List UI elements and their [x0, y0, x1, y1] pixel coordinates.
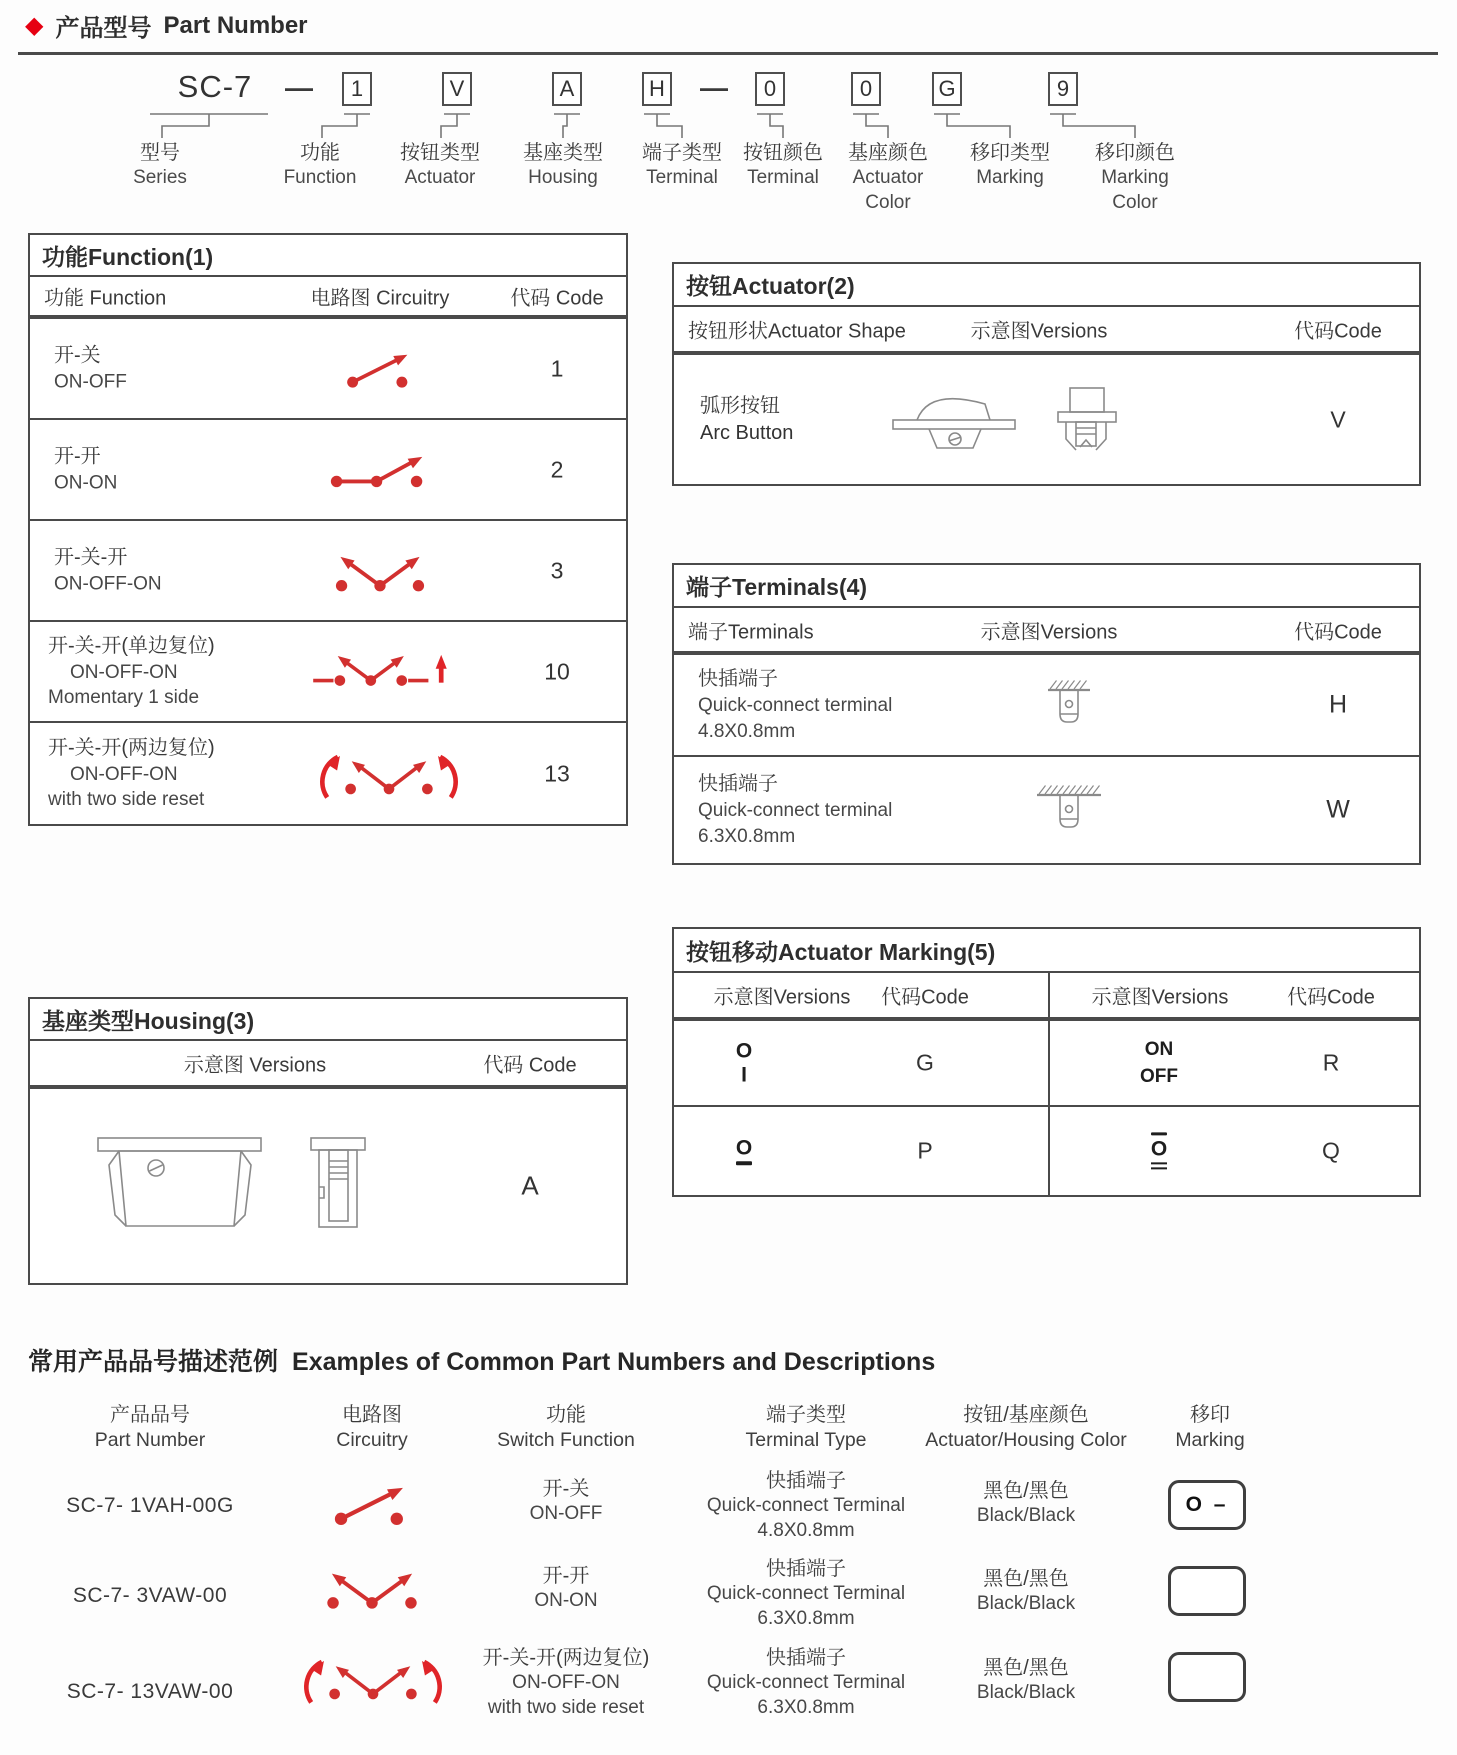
code-box-terminal: H — [642, 72, 672, 106]
header-divider — [18, 52, 1438, 55]
function-table-title: 功能Function(1) — [30, 235, 626, 277]
col-code: 代码 Code — [510, 287, 604, 310]
col-terminal-type: 端子类型 Terminal Type — [745, 1404, 867, 1451]
col-versions: 示意图Versions — [713, 986, 851, 1009]
actuator-table — [672, 262, 1421, 486]
col-switch-function: 功能 Switch Function — [497, 1404, 635, 1451]
actuator-table-header — [674, 307, 1419, 353]
label-terminal: 端子类型 Terminal — [642, 142, 722, 188]
terminals-table-header — [674, 608, 1419, 653]
table-row: 开-开 ON-ON 2 — [30, 418, 626, 519]
marking-badge — [1168, 1652, 1246, 1702]
table-row: O I G ON OFF R — [674, 1019, 1419, 1105]
label-function: 功能 Function — [283, 142, 357, 188]
dash: — — [285, 72, 313, 103]
part-number-diagram — [0, 60, 1457, 233]
part-number-value: SC-7- 3VAW-00 — [72, 1584, 228, 1607]
marking-table-title: 按钮移动Actuator Marking(5) — [674, 929, 1419, 973]
series-code: SC-7 — [177, 69, 253, 104]
circuit-on-on-icon — [325, 446, 435, 494]
table-row: 快插端子 Quick-connect terminal 6.3X0.8mm W — [674, 755, 1419, 863]
housing-table — [28, 997, 628, 1285]
table-row: A — [30, 1087, 626, 1283]
col-function: 功能 Function — [44, 287, 167, 310]
function-table-header — [30, 277, 626, 317]
marking-on-off-symbol: ON OFF — [1140, 1039, 1178, 1087]
code-box-function: 1 — [342, 72, 372, 106]
circuit-on-off-on-momentary-1-side-icon — [310, 647, 470, 697]
examples-title: 常用产品品号描述范例 Examples of Common Part Numbers and Descriptions — [28, 1348, 936, 1376]
col-marking: 移印 Marking — [1175, 1404, 1245, 1451]
label-actuator: 按钮类型 Actuator — [400, 142, 480, 188]
housing-front-view-icon — [92, 1130, 267, 1242]
col-terminals: 端子Terminals — [688, 621, 814, 643]
col-actuator-housing-color: 按钮/基座颜色 Actuator/Housing Color — [925, 1404, 1127, 1451]
circuit-on-off-on-icon — [325, 545, 435, 597]
rocker-side-view-icon — [889, 384, 1019, 456]
marking-table-header — [674, 973, 1419, 1019]
housing-table-title: 基座类型Housing(3) — [30, 999, 626, 1041]
label-marking-color: 移印颜色 Marking Color — [1095, 142, 1175, 213]
terminals-table — [672, 563, 1421, 865]
terminal-cell: 快插端子 Quick-connect Terminal 4.8X0.8mm — [706, 1470, 906, 1541]
color-cell: 黑色/黑色 Black/Black — [976, 1568, 1076, 1614]
marking-badge — [1168, 1566, 1246, 1616]
color-cell: 黑色/黑色 Black/Black — [976, 1480, 1076, 1526]
color-cell: 黑色/黑色 Black/Black — [976, 1657, 1076, 1703]
function-table — [28, 233, 628, 826]
quick-connect-terminal-icon — [1029, 674, 1109, 736]
terminals-table-title: 端子Terminals(4) — [674, 565, 1419, 608]
housing-side-view-icon — [302, 1130, 374, 1242]
marking-table — [672, 927, 1421, 1197]
col-code: 代码Code — [1294, 621, 1382, 643]
quick-connect-terminal-icon — [1029, 779, 1109, 841]
code-box-housing: A — [552, 72, 582, 106]
rocker-front-view-icon — [1046, 383, 1126, 457]
page-title-zh: 产品型号 — [55, 15, 152, 42]
table-row: 开-关-开 ON-OFF-ON 3 — [30, 519, 626, 620]
code-box-actuator: V — [442, 72, 472, 106]
actuator-table-title: 按钮Actuator(2) — [674, 264, 1419, 307]
col-versions: 示意图Versions — [1091, 986, 1229, 1009]
table-row: 开-关-开(单边复位) ON-OFF-ON Momentary 1 side 10 — [30, 620, 626, 721]
function-cell: 开-开 ON-ON — [534, 1565, 598, 1611]
col-versions: 示意图 Versions — [183, 1054, 327, 1077]
label-housing-color: 基座颜色 Actuator Color — [848, 142, 928, 213]
terminal-cell: 快插端子 Quick-connect Terminal 6.3X0.8mm — [706, 1647, 906, 1718]
table-row: 开-关 ON-OFF 1 — [30, 317, 626, 418]
table-row: 快插端子 Quick-connect terminal 4.8X0.8mm H — [674, 653, 1419, 755]
terminal-cell: 快插端子 Quick-connect Terminal 6.3X0.8mm — [706, 1558, 906, 1629]
marking-o-i-symbol: O I — [735, 1039, 753, 1087]
circuit-on-off-on-two-side-reset-icon — [308, 746, 470, 802]
col-code: 代码Code — [1294, 320, 1382, 343]
col-part-number: 产品品号 Part Number — [94, 1404, 206, 1451]
code-box-housing-color: 0 — [851, 72, 881, 106]
code-box-marking-color: 9 — [1048, 72, 1078, 106]
function-cell: 开-关 ON-OFF — [529, 1478, 603, 1524]
marking-table-body — [674, 973, 1419, 1195]
table-row: 开-关-开(两边复位) ON-OFF-ON with two side reset 13 — [30, 721, 626, 824]
col-code: 代码Code — [881, 986, 969, 1009]
circuit-on-off-on-two-side-reset-icon — [292, 1650, 454, 1708]
code-box-actuator-color: 0 — [755, 72, 785, 106]
col-code: 代码Code — [1287, 986, 1375, 1009]
table-row: 弧形按钮 Arc Button V — [674, 353, 1419, 484]
circuit-on-off-on-icon — [317, 1560, 427, 1616]
col-circuitry: 电路图 Circuitry — [310, 287, 450, 310]
label-housing: 基座类型 Housing — [523, 142, 603, 188]
page-title — [25, 8, 308, 43]
marking-bar-o-double-bar-symbol: O — [1074, 1132, 1244, 1169]
marking-o-dash-symbol: O — [704, 1137, 784, 1165]
col-actuator-shape: 按钮形状Actuator Shape — [688, 320, 906, 343]
function-cell: 开-关-开(两边复位) ON-OFF-ON with two side reset — [482, 1647, 650, 1718]
label-series: 型号 Series — [133, 142, 187, 188]
label-marking: 移印类型 Marking — [970, 142, 1050, 188]
col-versions: 示意图Versions — [980, 621, 1118, 643]
code-box-marking: G — [932, 72, 962, 106]
label-actuator-color: 按钮颜色 Terminal — [743, 142, 823, 188]
table-row: O P O Q — [674, 1105, 1419, 1195]
col-circuitry: 电路图 Circuitry — [336, 1404, 408, 1451]
diamond-icon: ◆ — [25, 11, 44, 39]
circuit-on-off-icon — [335, 346, 425, 392]
circuit-on-off-icon — [327, 1478, 417, 1530]
col-code: 代码 Code — [483, 1054, 577, 1077]
col-versions: 示意图Versions — [970, 320, 1108, 343]
page-title-en: Part Number — [163, 11, 308, 39]
part-number-value: SC-7- 13VAW-00 — [66, 1680, 234, 1703]
marking-badge: O – — [1168, 1480, 1246, 1530]
dash: — — [700, 72, 728, 103]
housing-table-header — [30, 1041, 626, 1087]
part-number-value: SC-7- 1VAH-00G — [66, 1494, 234, 1517]
